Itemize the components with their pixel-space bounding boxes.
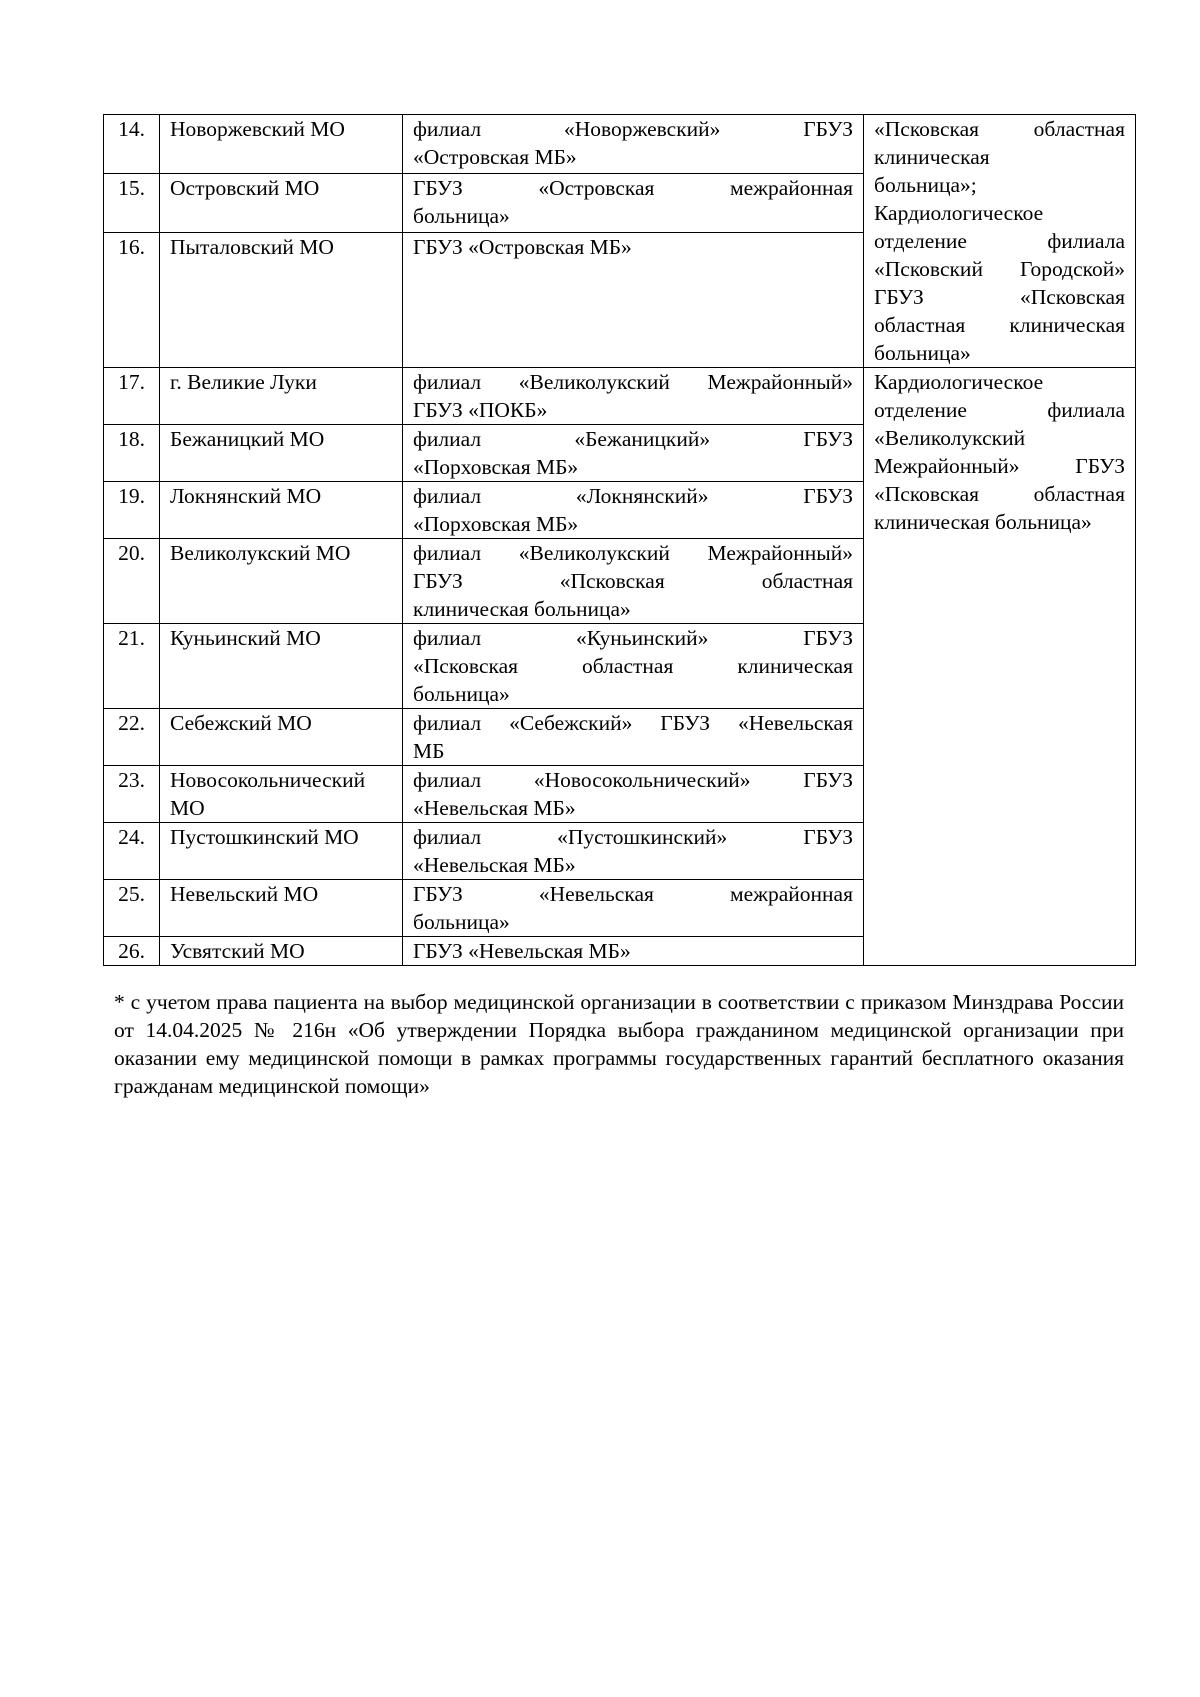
row-number: 23. xyxy=(104,766,160,823)
organization-line: больница» xyxy=(413,910,510,934)
district-cell: Невельский МО xyxy=(160,880,403,937)
organization-cell xyxy=(403,624,864,709)
organization-line: «Порховская МБ» xyxy=(413,455,579,479)
organization-line: «Невельская МБ» xyxy=(413,853,576,877)
cardiology-line: «Псковская областная xyxy=(874,482,1125,506)
routing-table xyxy=(103,114,1136,966)
organization-line: ГБУЗ «Островская МБ» xyxy=(413,235,632,260)
table-row xyxy=(104,115,1136,174)
cardiology-line: ГБУЗ «Псковская xyxy=(874,285,1125,309)
table-body xyxy=(104,115,1136,966)
organization-cell xyxy=(403,174,864,233)
row-number: 19. xyxy=(104,482,160,539)
organization-line: больница» xyxy=(413,204,510,229)
organization-cell xyxy=(403,425,864,482)
row-number: 20. xyxy=(104,539,160,624)
organization-line: «Невельская МБ» xyxy=(413,796,576,820)
cardiology-line: «Псковский Городской» xyxy=(874,257,1125,281)
table-row xyxy=(104,368,1136,425)
district-cell: Бежаницкий МО xyxy=(160,425,403,482)
cardiology-line: «Великолукский xyxy=(874,426,1026,450)
cardiology-line: клиническая xyxy=(874,145,990,169)
organization-line: «Островская МБ» xyxy=(413,145,577,169)
organization-cell xyxy=(403,766,864,823)
district-cell: Новосокольнический МО xyxy=(160,766,403,823)
organization-line: филиал «Бежаницкий» ГБУЗ xyxy=(413,427,853,451)
district-cell: Островский МО xyxy=(160,174,403,233)
row-number: 17. xyxy=(104,368,160,425)
organization-line: филиал «Себежский» ГБУЗ «Невельская xyxy=(413,711,853,735)
cardiology-line: Межрайонный» ГБУЗ xyxy=(874,454,1125,478)
organization-line: филиал «Новосокольнический» ГБУЗ xyxy=(413,768,853,792)
organization-cell xyxy=(403,482,864,539)
organization-cell xyxy=(403,115,864,174)
district-cell: Усвятский МО xyxy=(160,937,403,966)
organization-line: филиал «Локнянский» ГБУЗ xyxy=(413,484,853,508)
organization-cell xyxy=(403,233,864,368)
organization-line: филиал «Великолукский Межрайонный» xyxy=(413,370,853,394)
organization-line: больница» xyxy=(413,682,510,706)
organization-line: филиал «Новоржевский» ГБУЗ xyxy=(413,117,853,141)
district-cell: г. Великие Луки xyxy=(160,368,403,425)
cardiology-line: больница»; xyxy=(874,173,977,197)
cardiology-line: клиническая больница» xyxy=(874,510,1092,534)
organization-cell xyxy=(403,368,864,425)
organization-cell xyxy=(403,709,864,766)
organization-line: филиал «Пустошкинский» ГБУЗ xyxy=(413,825,853,849)
row-number: 22. xyxy=(104,709,160,766)
organization-line: ГБУЗ «Невельская межрайонная xyxy=(413,882,853,906)
district-cell: Локнянский МО xyxy=(160,482,403,539)
row-number: 26. xyxy=(104,937,160,966)
footnote: * с учетом права пациента на выбор медицинской организации в соответствии с приказом Минздрава России от 14.04.2025 № 216н «Об утверждении Порядка выбора гражданином медицинской организации при оказании ему медицинской помощи в рамках программы государственных гарантий бесплатного оказания гражданам медицинской помощи» xyxy=(114,990,1124,1098)
organization-cell xyxy=(403,823,864,880)
organization-cell xyxy=(403,539,864,624)
row-number: 25. xyxy=(104,880,160,937)
cardiology-line: «Псковская областная xyxy=(874,117,1125,141)
organization-cell xyxy=(403,937,864,966)
organization-line: «Порховская МБ» xyxy=(413,512,579,536)
cardiology-line: Кардиологическое xyxy=(874,201,1044,225)
cardiology-line: отделение филиала xyxy=(874,229,1125,253)
organization-line: МБ xyxy=(413,739,445,763)
district-cell: Куньинский МО xyxy=(160,624,403,709)
cardiology-line: областная клиническая xyxy=(874,313,1125,337)
cardiology-line: отделение филиала xyxy=(874,398,1125,422)
cardiology-line: больница» xyxy=(874,341,971,365)
row-number: 15. xyxy=(104,174,160,233)
row-number: 16. xyxy=(104,233,160,368)
district-cell: Пыталовский МО xyxy=(160,233,403,368)
organization-line: ГБУЗ «Островская межрайонная xyxy=(413,176,853,201)
organization-line: филиал «Куньинский» ГБУЗ xyxy=(413,626,853,650)
district-cell: Великолукский МО xyxy=(160,539,403,624)
row-number: 18. xyxy=(104,425,160,482)
organization-cell xyxy=(403,880,864,937)
district-cell: Себежский МО xyxy=(160,709,403,766)
row-number: 21. xyxy=(104,624,160,709)
organization-line: филиал «Великолукский Межрайонный» xyxy=(413,541,853,565)
cardiology-cell-velikie-luki xyxy=(864,368,1136,966)
organization-line: клиническая больница» xyxy=(413,597,631,621)
organization-line: «Псковская областная клиническая xyxy=(413,654,853,678)
district-cell: Пустошкинский МО xyxy=(160,823,403,880)
organization-line: ГБУЗ «ПОКБ» xyxy=(413,398,548,422)
organization-line: ГБУЗ «Псковская областная xyxy=(413,569,853,593)
row-number: 24. xyxy=(104,823,160,880)
cardiology-line: Кардиологическое xyxy=(874,370,1044,394)
district-cell: Новоржевский МО xyxy=(160,115,403,174)
row-number: 14. xyxy=(104,115,160,174)
organization-line: ГБУЗ «Невельская МБ» xyxy=(413,939,631,963)
cardiology-cell-pskov xyxy=(864,115,1136,368)
